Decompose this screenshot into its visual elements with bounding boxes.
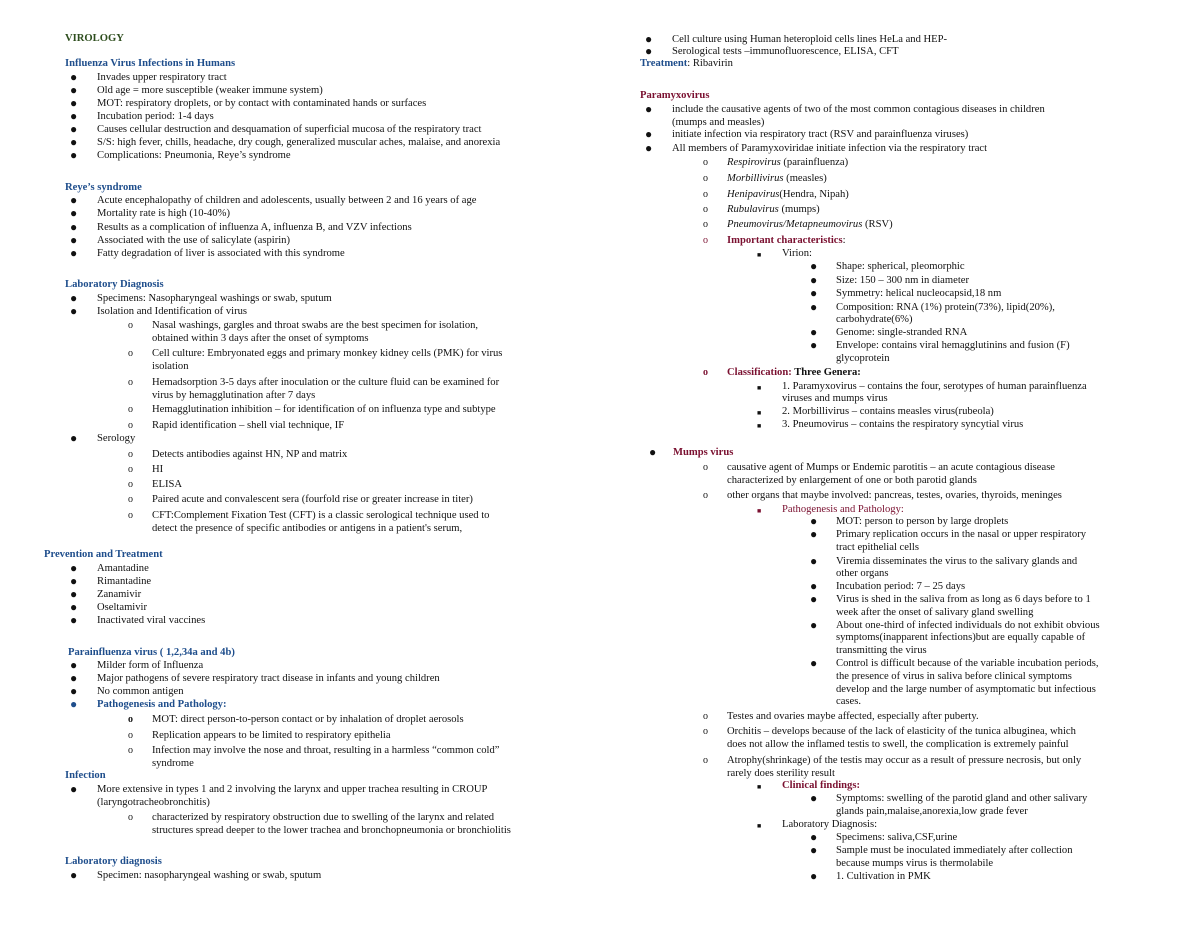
bullet-icon: ● xyxy=(810,338,818,352)
list-item-cont: tract epithelial cells xyxy=(836,542,919,553)
list-item: Specimen: nasopharyngeal washing or swab, sputum xyxy=(97,870,322,881)
circle-bullet-icon: o xyxy=(703,235,708,246)
list-item: Composition: RNA (1%) protein(73%), lipid(20%), xyxy=(836,302,1055,313)
pathogenesis-heading: Pathogenesis and Pathology: xyxy=(97,699,227,710)
treatment-label: Treatment xyxy=(640,58,688,69)
genus-name: Rubulavirus xyxy=(727,204,779,215)
list-item: Old age = more susceptible (weaker immune system) xyxy=(97,85,323,96)
classification-label: Classification: xyxy=(727,367,792,378)
bullet-icon: ● xyxy=(810,286,818,300)
list-item: Orchitis – develops because of the lack of elasticity of the tunica albuginea, which xyxy=(727,726,1076,737)
bullet-icon: ● xyxy=(810,579,818,593)
circle-bullet-icon: o xyxy=(128,348,133,359)
circle-bullet-icon: o xyxy=(128,745,133,756)
treatment-value: : Ribavirin xyxy=(687,58,733,69)
list-item: Control is difficult because of the variable incubation periods, xyxy=(836,658,1099,669)
list-item: Symmetry: helical nucleocapsid,18 nm xyxy=(836,288,1002,299)
circle-bullet-icon: o xyxy=(128,464,133,475)
list-item: Oseltamivir xyxy=(97,602,148,613)
infection-heading: Infection xyxy=(65,770,106,781)
bullet-icon: ● xyxy=(70,658,78,672)
circle-bullet-icon: o xyxy=(703,173,708,184)
circle-bullet-icon: o xyxy=(128,730,133,741)
list-item-cont: glands pain,malaise,anorexia,low grade fever xyxy=(836,806,1028,817)
list-item-cont: does not allow the inflamed testis to swell, the complication is extremely painful xyxy=(727,739,1069,750)
list-item: All members of Paramyxoviridae initiate infection via the respiratory tract xyxy=(672,143,988,154)
bullet-icon: ● xyxy=(70,600,78,614)
list-item: include the causative agents of two of the most common contagious diseases in children xyxy=(672,104,1045,115)
bullet-icon: ● xyxy=(645,44,653,58)
square-bullet-icon: ■ xyxy=(757,384,762,392)
list-item-cont: obtained within 3 days after the onset of symptoms xyxy=(152,333,369,344)
list-item-cont: transmitting the virus xyxy=(836,645,927,656)
lab-diagnosis-2-heading: Laboratory diagnosis xyxy=(65,856,162,867)
list-item: Detects antibodies against HN, NP and matrix xyxy=(152,449,348,460)
bullet-icon: ● xyxy=(70,574,78,588)
bullet-icon: ● xyxy=(70,431,78,445)
list-item-cont: develop and the large number of asymptomatic but infectious xyxy=(836,684,1096,695)
bullet-icon: ● xyxy=(70,587,78,601)
list-item: Amantadine xyxy=(97,563,149,574)
list-item: Serological tests –immunofluorescence, ELISA, CFT xyxy=(672,46,899,57)
circle-bullet-icon: o xyxy=(128,510,133,521)
circle-bullet-icon: o xyxy=(703,490,708,501)
bullet-icon: ● xyxy=(70,122,78,136)
list-item: Major pathogens of severe respiratory tract disease in infants and young children xyxy=(97,673,440,684)
list-item: Sample must be inoculated immediately after collection xyxy=(836,845,1073,856)
list-item: Inactivated viral vaccines xyxy=(97,615,206,626)
circle-bullet-icon: o xyxy=(128,420,133,431)
list-item: Zanamivir xyxy=(97,589,142,600)
clinical-findings-heading: Clinical findings: xyxy=(782,780,860,791)
bullet-icon: ● xyxy=(70,233,78,247)
list-item-cont: detect the presence of specific antibodies or antigens in a patient's serum, xyxy=(152,523,463,534)
list-item: characterized by respiratory obstruction due to swelling of the larynx and related xyxy=(152,812,495,823)
genus-note: (mumps) xyxy=(778,204,820,215)
circle-bullet-icon: o xyxy=(128,377,133,388)
reye-heading: Reye’s syndrome xyxy=(65,182,142,193)
list-item: other organs that maybe involved: pancreas, testes, ovaries, thyroids, meninges xyxy=(727,490,1062,501)
bullet-icon: ● xyxy=(70,613,78,627)
circle-bullet-icon: o xyxy=(703,726,708,737)
list-item-cont: rarely does sterility result xyxy=(727,768,835,779)
list-item-cont: carbohydrate(6%) xyxy=(836,314,913,325)
list-item: Viremia disseminates the virus to the salivary glands and xyxy=(836,556,1078,567)
list-item: 2. Morbillivirus – contains measles virus(rubeola) xyxy=(782,406,994,417)
list-item: Testes and ovaries maybe affected, especially after puberty. xyxy=(727,711,979,722)
list-item: Infection may involve the nose and throat, resulting in a harmless “common cold” xyxy=(152,745,500,756)
list-item: Mortality rate is high (10-40%) xyxy=(97,208,230,219)
list-item: ELISA xyxy=(152,479,183,490)
bullet-icon: ● xyxy=(70,697,78,711)
parainfluenza-heading: Parainfluenza virus ( 1,2,34a and 4b) xyxy=(68,647,235,658)
list-item: No common antigen xyxy=(97,686,184,697)
bullet-icon: ● xyxy=(810,656,818,670)
document-title: VIROLOGY xyxy=(65,33,124,44)
mumps-heading: Mumps virus xyxy=(673,447,734,458)
genus-name: Respirovirus xyxy=(727,157,781,168)
list-item-cont: glycoprotein xyxy=(836,353,890,364)
bullet-icon: ● xyxy=(810,791,818,805)
list-item: Complications: Pneumonia, Reye’s syndrome xyxy=(97,150,291,161)
list-item-cont: (mumps and measles) xyxy=(672,117,765,128)
bullet-icon: ● xyxy=(645,127,653,141)
bullet-icon: ● xyxy=(70,109,78,123)
circle-bullet-icon: o xyxy=(128,812,133,823)
bullet-icon: ● xyxy=(70,206,78,220)
genus-item xyxy=(727,173,827,185)
list-item: Milder form of Influenza xyxy=(97,660,204,671)
list-item: Serology xyxy=(97,433,136,444)
important-heading xyxy=(727,235,846,247)
bullet-icon: ● xyxy=(70,561,78,575)
circle-bullet-icon: o xyxy=(128,449,133,460)
bullet-icon: ● xyxy=(810,618,818,632)
square-bullet-icon: ■ xyxy=(757,507,762,515)
list-item: MOT: person to person by large droplets xyxy=(836,516,1009,527)
list-item: Associated with the use of salicylate (aspirin) xyxy=(97,235,290,246)
list-item: More extensive in types 1 and 2 involving the larynx and upper trachea resulting in CROUP xyxy=(97,784,488,795)
lab-diagnosis-heading: Laboratory Diagnosis: xyxy=(782,819,878,830)
list-item: Specimens: Nasopharyngeal washings or swab, sputum xyxy=(97,293,332,304)
list-item: Causes cellular destruction and desquamation of superficial mucosa of the respiratory tract xyxy=(97,124,482,135)
list-item-cont: viruses and mumps virus xyxy=(782,393,888,404)
square-bullet-icon: ■ xyxy=(757,822,762,830)
circle-bullet-icon: o xyxy=(128,714,133,725)
important-colon: : xyxy=(842,235,846,246)
bullet-icon: ● xyxy=(70,70,78,84)
list-item: S/S: high fever, chills, headache, dry cough, generalized muscular aches, malaise, and anorexia xyxy=(97,137,501,148)
genus-name: Pneumovirus/Metapneumovirus xyxy=(727,219,863,230)
treatment-line xyxy=(640,58,733,70)
list-item: Symptoms: swelling of the parotid gland and other salivary xyxy=(836,793,1088,804)
paramyxovirus-heading: Paramyxovirus xyxy=(640,90,710,101)
bullet-icon: ● xyxy=(70,684,78,698)
square-bullet-icon: ■ xyxy=(757,422,762,430)
list-item: HI xyxy=(152,464,164,475)
list-item: Invades upper respiratory tract xyxy=(97,72,227,83)
list-item-cont: isolation xyxy=(152,361,189,372)
three-genera-label: Three Genera: xyxy=(791,367,861,378)
list-item: Incubation period: 1-4 days xyxy=(97,111,214,122)
list-item: Incubation period: 7 – 25 days xyxy=(836,581,966,592)
classification-heading xyxy=(727,367,861,379)
list-item: Replication appears to be limited to respiratory epithelia xyxy=(152,730,391,741)
list-item: Size: 150 – 300 nm in diameter xyxy=(836,275,969,286)
list-item-cont: syndrome xyxy=(152,758,194,769)
bullet-icon: ● xyxy=(810,527,818,541)
circle-bullet-icon: o xyxy=(703,189,708,200)
list-item-cont: week after the onset of salivary gland swelling xyxy=(836,607,1034,618)
bullet-icon: ● xyxy=(70,782,78,796)
list-item: Nasal washings, gargles and throat swabs are the best specimen for isolation, xyxy=(152,320,479,331)
square-bullet-icon: ■ xyxy=(757,409,762,417)
circle-bullet-icon: o xyxy=(703,462,708,473)
list-item: causative agent of Mumps or Endemic parotitis – an acute contagious disease xyxy=(727,462,1056,473)
list-item: Cell culture using Human heteroploid cells lines HeLa and HEP- xyxy=(672,34,948,45)
list-item-cont: structures spread deeper to the lower trachea and bronchopneumonia or bronchiolitis xyxy=(152,825,511,836)
mumps-pathogenesis-heading: Pathogenesis and Pathology: xyxy=(782,504,904,515)
genus-item xyxy=(727,157,848,169)
list-item: Results as a complication of influenza A, influenza B, and VZV infections xyxy=(97,222,412,233)
list-item: MOT: direct person-to-person contact or by inhalation of droplet aerosols xyxy=(152,714,464,725)
list-item: Shape: spherical, pleomorphic xyxy=(836,261,965,272)
bullet-icon: ● xyxy=(810,843,818,857)
bullet-icon: ● xyxy=(70,868,78,882)
list-item: Hemagglutination inhibition – for identification of on influenza type and subtype xyxy=(152,404,496,415)
list-item: 1. Cultivation in PMK xyxy=(836,871,931,882)
genus-note: (Hendra, Nipah) xyxy=(779,189,849,200)
list-item-cont: symptoms(inapparent infections)but are equally capable of xyxy=(836,632,1086,643)
bullet-icon: ● xyxy=(70,148,78,162)
bullet-icon: ● xyxy=(70,193,78,207)
list-item-cont: virus by hemagglutination after 7 days xyxy=(152,390,316,401)
bullet-icon: ● xyxy=(70,83,78,97)
prevention-heading: Prevention and Treatment xyxy=(44,549,163,560)
list-item: Specimens: saliva,CSF,urine xyxy=(836,832,958,843)
bullet-icon: ● xyxy=(810,273,818,287)
bullet-icon: ● xyxy=(70,246,78,260)
list-item: Acute encephalopathy of children and adolescents, usually between 2 and 16 years of age xyxy=(97,195,477,206)
genus-note: (measles) xyxy=(783,173,827,184)
circle-bullet-icon: o xyxy=(128,479,133,490)
list-item: Fatty degradation of liver is associated with this syndrome xyxy=(97,248,345,259)
list-item: Rimantadine xyxy=(97,576,152,587)
bullet-icon: ● xyxy=(70,96,78,110)
list-item-cont: because mumps virus is thermolabile xyxy=(836,858,994,869)
list-item: Virus is shed in the saliva from as long as 6 days before to 1 xyxy=(836,594,1091,605)
list-item: initiate infection via respiratory tract (RSV and parainfluenza viruses) xyxy=(672,129,969,140)
bullet-icon: ● xyxy=(645,102,653,116)
list-item: Atrophy(shrinkage) of the testis may occur as a result of pressure necrosis, but only xyxy=(727,755,1082,766)
genus-item xyxy=(727,204,820,216)
bullet-icon: ● xyxy=(810,554,818,568)
list-item: Primary replication occurs in the nasal or upper respiratory xyxy=(836,529,1087,540)
list-item-cont: cases. xyxy=(836,696,861,707)
list-item: Paired acute and convalescent sera (fourfold rise or greater increase in titer) xyxy=(152,494,473,505)
list-item: CFT:Complement Fixation Test (CFT) is a classic serological technique used to xyxy=(152,510,490,521)
bullet-icon: ● xyxy=(810,259,818,273)
genus-item xyxy=(727,219,893,231)
list-item: MOT: respiratory droplets, or by contact with contaminated hands or surfaces xyxy=(97,98,427,109)
bullet-icon: ● xyxy=(810,325,818,339)
circle-bullet-icon: o xyxy=(703,219,708,230)
list-item: Virion: xyxy=(782,248,812,259)
list-item: 3. Pneumovirus – contains the respiratory syncytial virus xyxy=(782,419,1024,430)
square-bullet-icon: ■ xyxy=(757,251,762,259)
list-item: Isolation and Identification of virus xyxy=(97,306,248,317)
important-label: Important characteristics xyxy=(727,235,843,246)
bullet-icon: ● xyxy=(645,32,653,46)
genus-note: (RSV) xyxy=(862,219,893,230)
list-item: About one-third of infected individuals do not exhibit obvious xyxy=(836,620,1100,631)
bullet-icon: ● xyxy=(810,514,818,528)
circle-bullet-icon: o xyxy=(703,367,708,378)
genus-name: Morbillivirus xyxy=(727,173,784,184)
list-item-cont: other organs xyxy=(836,568,889,579)
list-item: Hemadsorption 3-5 days after inoculation or the culture fluid can be examined for xyxy=(152,377,500,388)
list-item: Rapid identification – shell vial technique, IF xyxy=(152,420,345,431)
list-item-cont: (laryngotracheobronchitis) xyxy=(97,797,210,808)
genus-name: Henipavirus xyxy=(727,189,780,200)
bullet-icon: ● xyxy=(649,445,657,459)
bullet-icon: ● xyxy=(70,671,78,685)
circle-bullet-icon: o xyxy=(703,755,708,766)
circle-bullet-icon: o xyxy=(703,711,708,722)
bullet-icon: ● xyxy=(810,592,818,606)
list-item: 1. Paramyxovirus – contains the four, serotypes of human parainfluenza xyxy=(782,381,1087,392)
bullet-icon: ● xyxy=(70,291,78,305)
lab-diagnosis-heading: Laboratory Diagnosis xyxy=(65,279,164,290)
square-bullet-icon: ■ xyxy=(757,783,762,791)
list-item-cont: the presence of virus in saliva before clinical symptoms xyxy=(836,671,1072,682)
bullet-icon: ● xyxy=(810,869,818,883)
genus-note: (parainfluenza) xyxy=(780,157,849,168)
circle-bullet-icon: o xyxy=(703,204,708,215)
list-item: Genome: single-stranded RNA xyxy=(836,327,968,338)
circle-bullet-icon: o xyxy=(128,404,133,415)
bullet-icon: ● xyxy=(645,141,653,155)
circle-bullet-icon: o xyxy=(128,494,133,505)
circle-bullet-icon: o xyxy=(703,157,708,168)
list-item: Envelope: contains viral hemagglutinins and fusion (F) xyxy=(836,340,1070,351)
list-item-cont: characterized by enlargement of one or both parotid glands xyxy=(727,475,977,486)
bullet-icon: ● xyxy=(70,304,78,318)
bullet-icon: ● xyxy=(810,300,818,314)
influenza-heading: Influenza Virus Infections in Humans xyxy=(65,58,236,69)
bullet-icon: ● xyxy=(810,830,818,844)
genus-item xyxy=(727,189,849,201)
bullet-icon: ● xyxy=(70,220,78,234)
circle-bullet-icon: o xyxy=(128,320,133,331)
bullet-icon: ● xyxy=(70,135,78,149)
list-item: Cell culture: Embryonated eggs and primary monkey kidney cells (PMK) for virus xyxy=(152,348,503,359)
